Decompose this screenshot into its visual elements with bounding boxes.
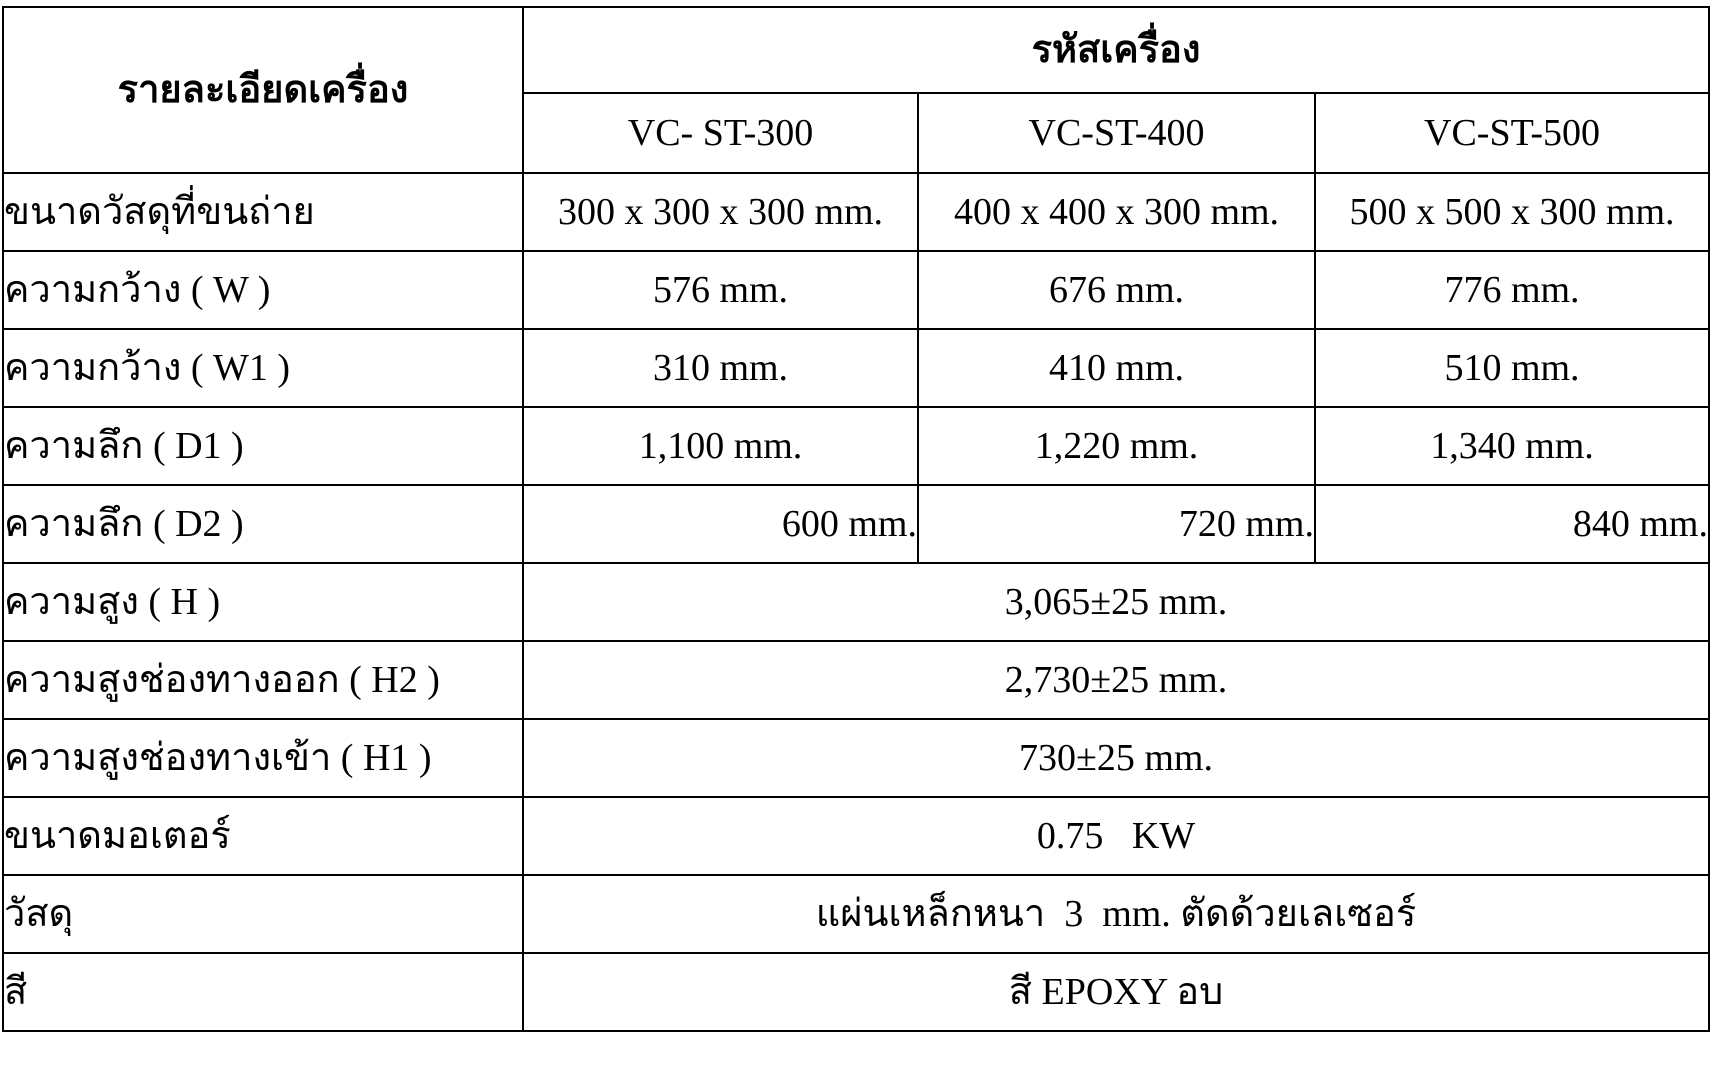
row-value: 1,340 mm. (1315, 407, 1709, 485)
row-value: 300 x 300 x 300 mm. (523, 173, 918, 251)
row-value-merged: 730±25 mm. (523, 719, 1709, 797)
header-row-group (3, 7, 1709, 93)
table-row (3, 797, 1709, 875)
header-group-label: รหัสเครื่อง (1031, 29, 1201, 71)
header-detail-cell (3, 7, 523, 173)
table-row (3, 485, 1709, 563)
machine-spec-table (2, 6, 1710, 1032)
table-row (3, 641, 1709, 719)
row-value: 776 mm. (1315, 251, 1709, 329)
row-value: 720 mm. (918, 485, 1315, 563)
row-label: ความกว้าง ( W1 ) (3, 329, 523, 407)
row-value-merged: 3,065±25 mm. (523, 563, 1709, 641)
table-row (3, 251, 1709, 329)
row-value: 400 x 400 x 300 mm. (918, 173, 1315, 251)
row-label: ความสูงช่องทางออก ( H2 ) (3, 641, 523, 719)
row-label: ความลึก ( D1 ) (3, 407, 523, 485)
model-header-2: VC-ST-400 (918, 93, 1315, 173)
row-label: ความลึก ( D2 ) (3, 485, 523, 563)
row-label: ความสูงช่องทางเข้า ( H1 ) (3, 719, 523, 797)
row-value-merged: แผ่นเหล็กหนา 3 mm. ตัดด้วยเลเซอร์ (523, 875, 1709, 953)
row-value-merged: 2,730±25 mm. (523, 641, 1709, 719)
row-value: 840 mm. (1315, 485, 1709, 563)
table-row (3, 407, 1709, 485)
model-header-3: VC-ST-500 (1315, 93, 1709, 173)
row-label: ความกว้าง ( W ) (3, 251, 523, 329)
header-detail-label: รายละเอียดเครื่อง (117, 69, 409, 111)
header-group-cell (523, 7, 1709, 93)
row-label: ความสูง ( H ) (3, 563, 523, 641)
row-value: 510 mm. (1315, 329, 1709, 407)
row-label: ขนาดวัสดุที่ขนถ่าย (3, 173, 523, 251)
row-label: วัสดุ (3, 875, 523, 953)
row-value: 1,100 mm. (523, 407, 918, 485)
table-row (3, 875, 1709, 953)
row-value-merged: สี EPOXY อบ (523, 953, 1709, 1031)
row-value: 310 mm. (523, 329, 918, 407)
row-value: 600 mm. (523, 485, 918, 563)
row-value: 410 mm. (918, 329, 1315, 407)
table-row (3, 719, 1709, 797)
model-header-1: VC- ST-300 (523, 93, 918, 173)
table-row (3, 173, 1709, 251)
row-label: สี (3, 953, 523, 1031)
row-value: 500 x 500 x 300 mm. (1315, 173, 1709, 251)
row-value: 1,220 mm. (918, 407, 1315, 485)
row-value: 576 mm. (523, 251, 918, 329)
table-row (3, 329, 1709, 407)
row-label: ขนาดมอเตอร์ (3, 797, 523, 875)
row-value-merged: 0.75 KW (523, 797, 1709, 875)
row-value: 676 mm. (918, 251, 1315, 329)
table-row (3, 953, 1709, 1031)
table-row (3, 563, 1709, 641)
